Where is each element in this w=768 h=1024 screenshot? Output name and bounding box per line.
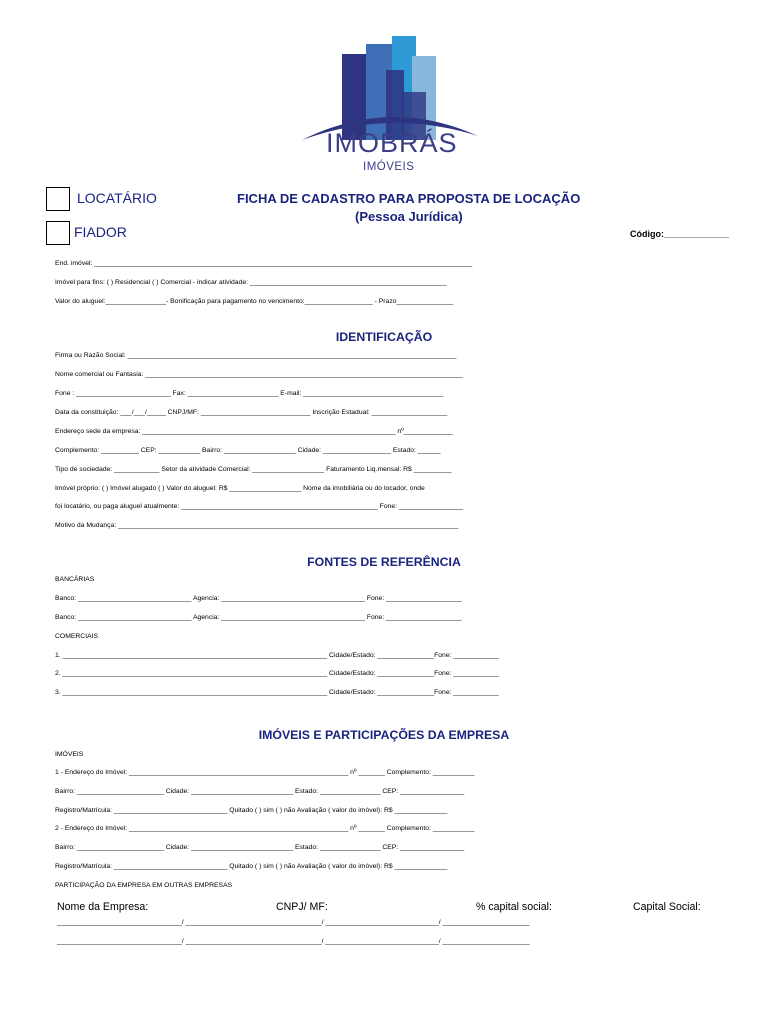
- participacao-row-1[interactable]: _________________________________/ ____________________________________/ ______________________________/ _______________________: [57, 919, 530, 926]
- locatario-label: LOCATÁRIO: [77, 190, 157, 206]
- header-capital-percent: % capital social:: [476, 901, 552, 913]
- comercial-1-field[interactable]: 1. ______________________________________________________________________ Cidade/Estado: _______________Fone: ____________: [55, 652, 499, 659]
- constituicao-field[interactable]: Data da constituição: ___/___/_____ CNPJ/MF: _____________________________ Inscrição Estadual: ____________________: [55, 409, 448, 416]
- imovel-2-bairro-field[interactable]: Bairro: _______________________ Cidade: ___________________________ Estado: ________________ CEP: _________________: [55, 844, 465, 851]
- participacao-row-2[interactable]: _________________________________/ ____________________________________/ ______________________________/ _______________________: [57, 938, 530, 945]
- fiador-checkbox[interactable]: [46, 221, 70, 245]
- banco-2-field[interactable]: Banco: ______________________________ Agencia: ______________________________________ Fone: ____________________: [55, 614, 462, 621]
- motivo-mudanca-field[interactable]: Motivo da Mudança: __________________________________________________________________________________________: [55, 522, 459, 529]
- header-capital-social: Capital Social:: [633, 901, 701, 913]
- locatario-anterior-field[interactable]: foi locatário, ou paga aluguel atualmente: ____________________________________________________ Fone: _________________: [55, 503, 464, 510]
- comercial-2-field[interactable]: 2. ______________________________________________________________________ Cidade/Estado: _______________Fone: ____________: [55, 670, 499, 677]
- tipo-sociedade-field[interactable]: Tipo de sociedade: ____________ Setor da atividade Comercial: ___________________ Faturamento Liq.mensal: R$ __________: [55, 466, 452, 473]
- locatario-checkbox[interactable]: [46, 187, 70, 211]
- imovel-2-registro-field[interactable]: Registro/Matrícula: ______________________________ Quitado ( ) sim ( ) não Avaliação ( valor do imóvel): R$ ______________: [55, 863, 448, 870]
- imovel-1-registro-field[interactable]: Registro/Matrícula: ______________________________ Quitado ( ) sim ( ) não Avaliação ( valor do imóvel): R$ ______________: [55, 807, 448, 814]
- section-fontes-referencia: FONTES DE REFERÊNCIA: [307, 555, 461, 569]
- header-nome-empresa: Nome da Empresa:: [57, 901, 149, 913]
- imovel-2-endereco-field[interactable]: 2 - Endereço do Imóvel: __________________________________________________________ nº _______ Complemento: ___________: [55, 825, 475, 832]
- bancarias-label: BANCÁRIAS: [55, 576, 95, 583]
- imovel-1-bairro-field[interactable]: Bairro: _______________________ Cidade: ___________________________ Estado: ________________ CEP: _________________: [55, 788, 465, 795]
- logo-name: IMOBRÁS: [326, 128, 458, 158]
- header-cnpj: CNPJ/ MF:: [276, 901, 328, 913]
- logo-buildings-icon: [300, 22, 480, 140]
- section-identificacao: IDENTIFICAÇÃO: [335, 330, 433, 344]
- banco-1-field[interactable]: Banco: ______________________________ Agencia: ______________________________________ Fone: ____________________: [55, 595, 462, 602]
- section-imoveis-participacoes: IMÓVEIS E PARTICIPAÇÕES DA EMPRESA: [258, 728, 510, 742]
- codigo-field[interactable]: Código:_____________: [630, 229, 730, 239]
- razao-social-field[interactable]: Firma ou Razão Social: _______________________________________________________________________________________: [55, 352, 457, 359]
- participacao-label: PARTICIPAÇÃO DA EMPRESA EM OUTRAS EMPRESAS: [55, 882, 233, 889]
- imovel-fins-field[interactable]: Imóvel para fins: ( ) Residencial ( ) Comercial - indicar atividade: ____________________________________________________: [55, 279, 447, 286]
- valor-aluguel-field[interactable]: Valor do aluguel:________________- Bonificação para pagamento no vencimento:__________________ - Prazo_______________: [55, 298, 454, 305]
- fiador-label: FIADOR: [74, 224, 127, 240]
- comerciais-label: COMERCIAIS: [55, 633, 99, 640]
- imoveis-label: IMÓVEIS: [55, 751, 84, 758]
- imovel-1-endereco-field[interactable]: 1 - Endereço do Imóvel: __________________________________________________________ nº _______ Complemento: ___________: [55, 769, 475, 776]
- form-subtitle: (Pessoa Jurídica): [355, 209, 463, 224]
- nome-fantasia-field[interactable]: Nome comercial ou Fantasia: ____________________________________________________________________________________: [55, 371, 463, 378]
- end-imovel-field[interactable]: End. imóvel: ____________________________________________________________________________________________________: [55, 260, 473, 267]
- imovel-proprio-field[interactable]: Imóvel próprio: ( ) Imóvel alugado ( ) Valor do aluguel: R$ ___________________ Nome da imobiliária ou do locador, onde: [55, 485, 425, 492]
- contato-field[interactable]: Fone : _________________________ Fax: ________________________ E-mail: _____________________________________: [55, 390, 444, 397]
- comercial-3-field[interactable]: 3. ______________________________________________________________________ Cidade/Estado: _______________Fone: ____________: [55, 689, 499, 696]
- complemento-field[interactable]: Complemento: __________ CEP: ___________ Bairro: ___________________ Cidade: __________________ Estado: ______: [55, 447, 441, 454]
- endereco-sede-field[interactable]: Endereço sede da empresa: ___________________________________________________________________ nº_____________: [55, 428, 453, 435]
- form-title: FICHA DE CADASTRO PARA PROPOSTA DE LOCAÇÃO: [237, 191, 581, 206]
- logo-subtitle: IMÓVEIS: [363, 161, 415, 173]
